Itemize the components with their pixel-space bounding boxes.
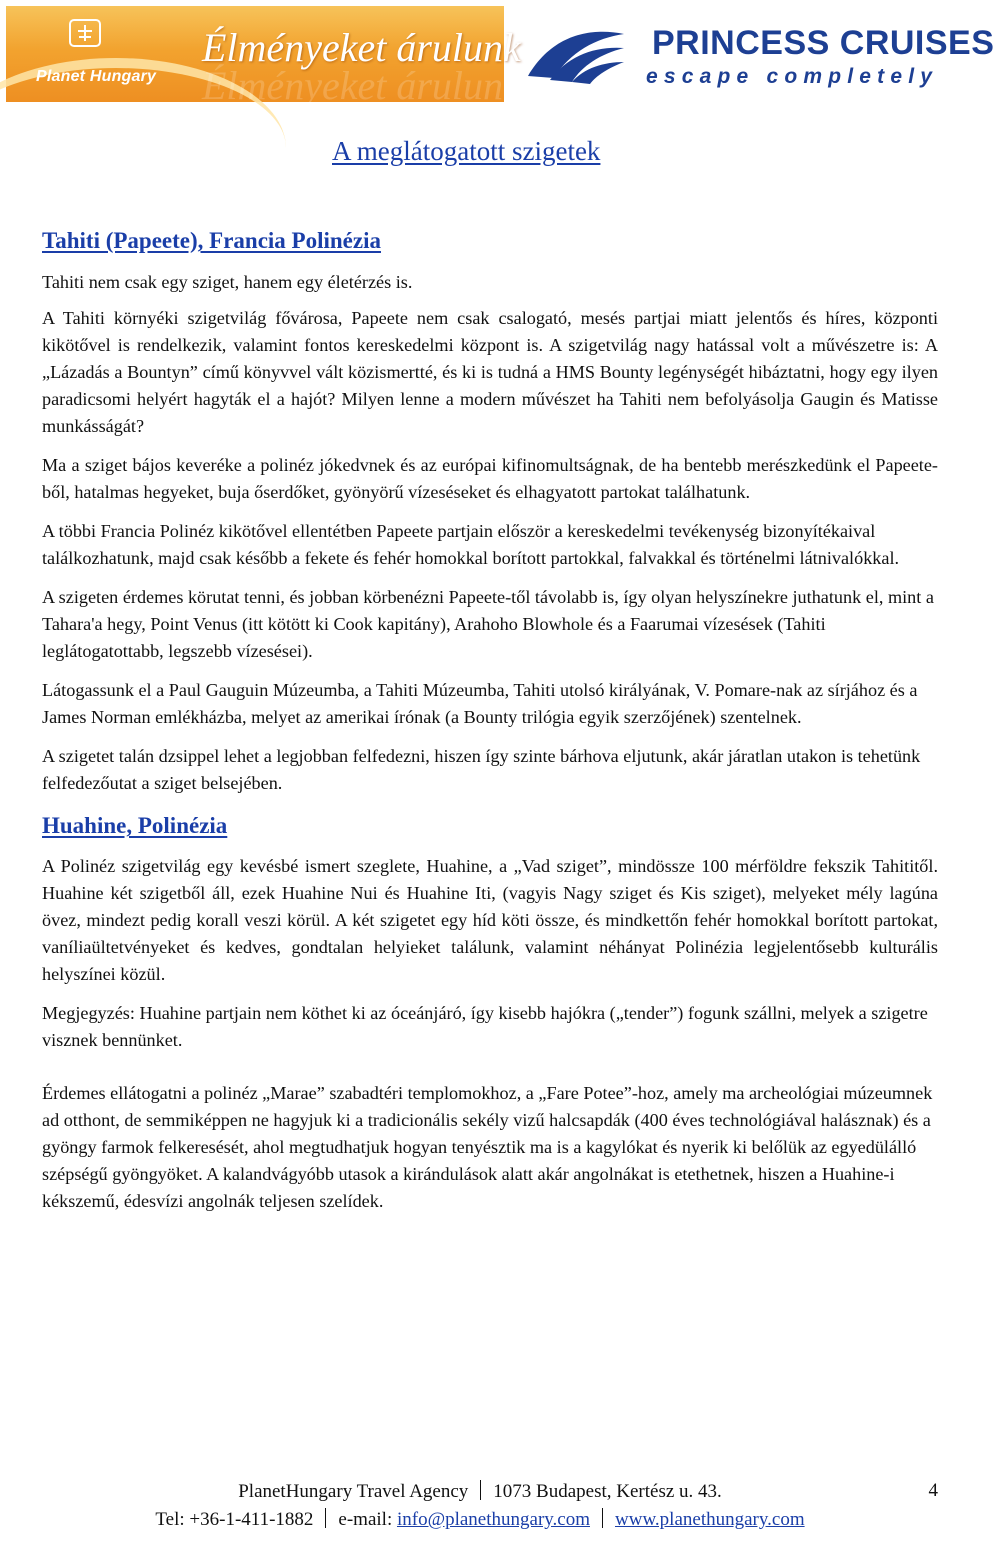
page-title: A meglátogatott szigetek (332, 136, 601, 166)
paragraph: A többi Francia Polinéz kikötővel ellentétben Papeete partjain először a kereskedelmi tevékenység bizonyítékaival találkozhatunk, majd csak később a fekete és fehér homokkal borított partokkal, falvakkal és történelmi látnivalókkal. (42, 521, 900, 568)
paragraph: Látogassunk el a Paul Gauguin Múzeumba, a Tahiti Múzeumba, Tahiti utolsó királyának, V. Pomare-nak az sírjához és a James Norman emlékházba, melyet az amerikai írónak (a Bounty trilógia egyik szerzőjének) szentelnek. (42, 680, 918, 727)
princess-seawitch-logo-icon (524, 26, 628, 86)
planet-hungary-logo-icon (68, 18, 102, 48)
paragraph: Érdemes ellátogatni a polinéz „Marae” szabadtéri templomokhoz, a „Fare Potee”-hoz, amely ma archeológiai múzeumnek ad otthont, de semmiképpen ne hagyjuk ki a tradicionális sekély vizű halcsapdák (400 éves technológiával halásznak) és a gyöngy farmok felkeresését, ahol megtudhatjuk hogyan tenyésztik ma is a kagylókat és nyerik ki belőlük az egyedülálló szépségű gyöngyöket. A kalandvágyóbb utasok a kirándulások alatt akár angolnákat is etethetnek, hiszen a Huahine-i kékszemű, édesvízi angolnák teljesen szelídek. (42, 1083, 933, 1211)
footer-email-label: e-mail: (338, 1509, 397, 1530)
paragraph: Megjegyzés: Huahine partjain nem köthet ki az óceánjáró, így kisebb hajókra („tender”) fogunk szállni, melyek a szigetre visznek bennünket. (42, 1003, 928, 1050)
footer-agency-line (0, 1480, 960, 1503)
section-heading-huahine: Huahine, Polinézia (42, 813, 228, 838)
brand-name: Planet Hungary (36, 68, 157, 85)
paragraph: Ma a sziget bájos keveréke a polinéz jókedvnek és az európai kifinomultságnak, de ha bentebb merészkedünk el Papeete-ből, hatalmas hegyeket, buja őserdőket, gyönyörű vízeséseket és elhagyatott partokat találhatunk. (42, 455, 938, 502)
footer-divider (480, 1480, 481, 1500)
footer-email-link[interactable]: info@planethungary.com (396, 1509, 590, 1530)
footer-divider (325, 1508, 326, 1528)
footer-phone: Tel: +36-1-411-1882 (155, 1509, 314, 1530)
footer-contact-line (0, 1508, 960, 1531)
paragraph: A szigetet talán dzsippel lehet a legjobban felfedezni, hiszen így szinte bárhova eljutunk, akár járatlan utakon is tehetünk felfedezőutat a sziget belsejében. (42, 746, 921, 793)
document-body (42, 226, 938, 1215)
paragraph: A Tahiti környéki szigetvilág fővárosa, Papeete nem csak csalogató, mesés partjai miatt jelentős és híres, központi kikötővel is rendelkezik, valamint fontos kereskedelmi központ is. A szigetvilág nagy hatással volt a művészetre is: A „Lázadás a Bountyn” című könyvvel vált közismertté, és ki is tudná a HMS Bounty legénységét hibáztatni, hogy egy ilyen paradicsomi helyért hagyták el a hajót? Milyen lenne a modern művészet ha Tahiti nem befolyásolja Gaugin és Matisse munkásságát? (42, 308, 938, 436)
partner-tagline: escape completely (646, 65, 939, 88)
footer-website-link[interactable]: www.planethungary.com (615, 1509, 805, 1530)
footer-address: 1073 Budapest, Kertész u. 43. (493, 1481, 722, 1502)
paragraph: A szigeten érdemes körutat tenni, és jobban körbenézni Papeete-től távolabb is, így olyan helyszínekre juthatunk el, mint a Tahara'a hegy, Point Venus (itt kötött ki Cook kapitány), Arahoho Blowhole és a Faarumai vízesések (Tahiti leglátogatottabb, legszebb vízesései). (42, 587, 934, 661)
planet-hungary-banner (6, 6, 521, 108)
paragraph: Tahiti nem csak egy sziget, hanem egy életérzés is. (42, 272, 413, 292)
footer-divider (602, 1508, 603, 1528)
footer-agency: PlanetHungary Travel Agency (238, 1481, 469, 1502)
partner-name: PRINCESS CRUISES (652, 24, 994, 62)
paragraph: A Polinéz szigetvilág egy kevésbé ismert szeglete, Huahine, a „Vad sziget”, mindössze 100 mérföldre fekszik Tahititől. Huahine két szigetből áll, ezek Huahine Nui és Huahine Iti, (vagyis Nagy sziget és Kis sziget), melyeket mély lagúna övez, mindezt pedig korall veszi körül. A két szigetet egy híd köti össze, és mindkettőn fehér homokkal borított partokat, vaníliaültetvényeket és kedves, gondtalan helyieket találunk, valamint néhányat Polinézia legjelentősebb kulturális helyszínei közül. (42, 856, 938, 984)
section-heading-tahiti: Tahiti (Papeete), Francia Polinézia (42, 228, 381, 253)
page-number: 4 (928, 1480, 938, 1501)
slogan-reflection: Élményeket árulunk (202, 63, 521, 108)
slogan: Élményeket árulunk (202, 25, 521, 70)
